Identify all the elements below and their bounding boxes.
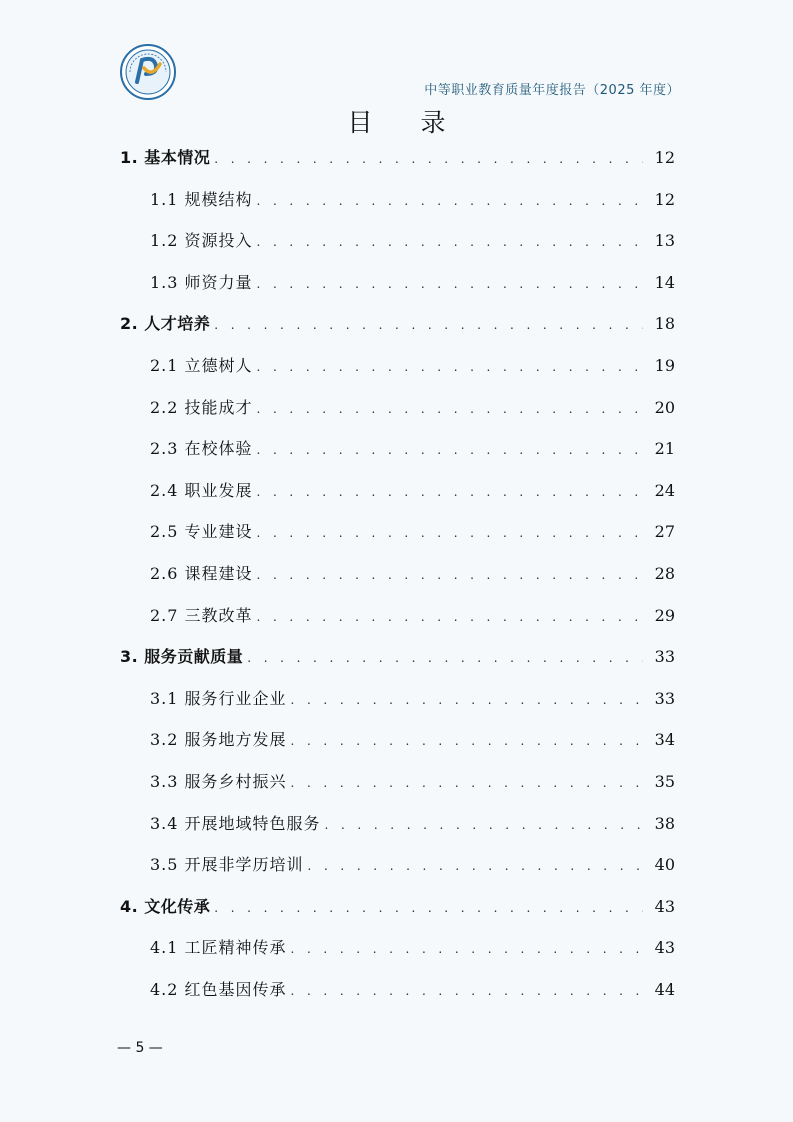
toc-entry[interactable] (0, 644, 793, 668)
toc-entry[interactable] (0, 811, 793, 835)
toc-entry-page: 21 (654, 439, 675, 459)
toc-entry-label: 2.3 在校体验 (150, 439, 253, 459)
toc-entry[interactable] (0, 311, 793, 335)
toc-entry[interactable] (0, 603, 793, 627)
toc-entry-page: 27 (654, 522, 675, 542)
toc-entry-label: 2.5 专业建设 (150, 522, 253, 542)
toc-entry-label: 3.3 服务乡村振兴 (150, 772, 287, 791)
toc-dot-leader (291, 940, 643, 956)
toc-entry-page: 29 (654, 605, 675, 625)
toc-entry-label: 3.5 开展非学历培训 (150, 855, 304, 875)
school-logo (120, 44, 176, 100)
toc-entry-page: 43 (654, 938, 675, 958)
toc-dot-leader (257, 275, 643, 291)
toc-entry-label: 1.1 规模结构 (150, 189, 253, 209)
page-number: — 5 — (117, 1040, 163, 1056)
toc-entry[interactable] (0, 977, 793, 1001)
toc-entry-page: 18 (654, 314, 675, 334)
toc-dot-leader (247, 649, 643, 665)
toc-dot-leader (325, 816, 643, 832)
toc-dot-leader (257, 566, 643, 582)
toc-dot-leader (214, 899, 643, 915)
toc-entry[interactable] (0, 228, 793, 252)
toc-entry-label: 1. 基本情况 (120, 148, 211, 167)
toc-entry[interactable] (0, 436, 793, 460)
toc-entry-label: 3. 服务贡献质量 (120, 647, 244, 667)
toc-entry[interactable] (0, 894, 793, 918)
toc-entry-page: 40 (654, 855, 675, 875)
toc-entry-page: 14 (654, 272, 675, 292)
toc-entry[interactable] (0, 686, 793, 710)
toc-entry-label: 3.4 开展地域特色服务 (150, 813, 321, 833)
toc-dot-leader (257, 192, 643, 208)
toc-entry[interactable] (0, 145, 793, 169)
toc-entry[interactable] (0, 478, 793, 502)
toc-entry-page: 24 (654, 480, 675, 500)
toc-entry[interactable] (0, 353, 793, 377)
toc-entry-page: 35 (654, 772, 675, 791)
toc-dot-leader (257, 483, 643, 499)
toc-entry-label: 4.2 红色基因传承 (150, 980, 287, 999)
toc-entry-page: 44 (654, 980, 675, 999)
toc-entry-label: 2.6 课程建设 (150, 564, 253, 583)
toc-entry-label: 3.1 服务行业企业 (150, 688, 287, 708)
toc-entry-page: 28 (654, 564, 675, 583)
toc-entry-page: 33 (654, 688, 675, 708)
toc-dot-leader (291, 774, 643, 790)
toc-entry-label: 1.2 资源投入 (150, 231, 253, 251)
toc-entry-label: 4. 文化传承 (120, 896, 211, 916)
toc-entry-label: 2.2 技能成才 (150, 397, 253, 417)
toc-entry[interactable] (0, 727, 793, 751)
toc-entry-page: 43 (654, 896, 675, 916)
toc-dot-leader (257, 608, 643, 624)
toc-entry-page: 33 (654, 647, 675, 667)
toc-dot-leader (257, 233, 643, 249)
report-header: 中等职业教育质量年度报告（2025 年度） (424, 83, 680, 98)
toc-entry-label: 2. 人才培养 (120, 314, 211, 334)
toc-entry-page: 12 (654, 189, 675, 209)
toc-entry[interactable] (0, 519, 793, 543)
toc-dot-leader (291, 732, 643, 748)
toc-entry-label: 2.7 三教改革 (150, 605, 253, 625)
toc-entry[interactable] (0, 187, 793, 211)
toc-dot-leader (214, 150, 643, 166)
toc-entry-label: 2.1 立德树人 (150, 356, 253, 375)
toc-entry[interactable] (0, 935, 793, 959)
toc-dot-leader (291, 982, 643, 998)
toc-entry-page: 19 (654, 356, 675, 375)
toc-dot-leader (308, 857, 643, 873)
toc-entry[interactable] (0, 561, 793, 585)
toc-entry[interactable] (0, 852, 793, 876)
toc-dot-leader (291, 691, 643, 707)
toc-entry-page: 34 (654, 730, 675, 750)
toc-entry[interactable] (0, 270, 793, 294)
toc-entry-label: 4.1 工匠精神传承 (150, 938, 287, 958)
toc-dot-leader (257, 524, 643, 540)
toc-entry-label: 2.4 职业发展 (150, 480, 253, 500)
toc-entry[interactable] (0, 769, 793, 793)
toc-entry-page: 12 (654, 148, 675, 167)
toc-dot-leader (257, 400, 643, 416)
toc-dot-leader (214, 316, 643, 332)
toc-entry-page: 20 (654, 397, 675, 417)
toc-dot-leader (257, 358, 643, 374)
toc-entry[interactable] (0, 395, 793, 419)
page-title: 目 录 (347, 108, 466, 137)
toc-dot-leader (257, 441, 643, 457)
toc-entry-label: 3.2 服务地方发展 (150, 730, 287, 750)
toc-entry-label: 1.3 师资力量 (150, 272, 253, 292)
toc-entry-page: 13 (654, 231, 675, 251)
toc-entry-page: 38 (654, 813, 675, 833)
